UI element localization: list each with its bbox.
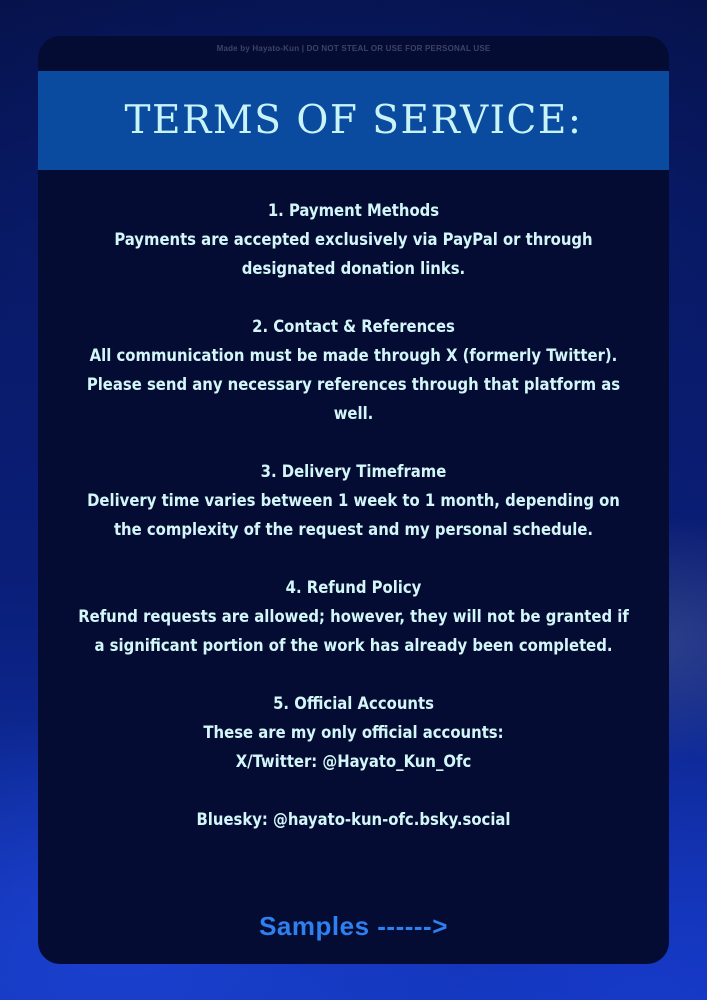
bluesky-handle: Bluesky: @hayato-kun-ofc.bsky.social (196, 810, 511, 829)
section-delivery-timeframe (78, 457, 629, 544)
twitter-handle: X/Twitter: @Hayato_Kun_Ofc (235, 752, 472, 771)
section-body: Refund requests are allowed; however, they will not be granted if a significant portion of the work has already been completed. (78, 607, 629, 655)
terms-content (78, 196, 629, 834)
section-body: These are my only official accounts: (203, 723, 504, 742)
section-heading: 3. Delivery Timeframe (260, 462, 447, 481)
section-heading: 1. Payment Methods (267, 201, 440, 220)
section-official-accounts (78, 689, 629, 834)
section-body: All communication must be made through X (formerly Twitter). Please send any necessary references through that platform as well. (86, 346, 621, 423)
tos-card (38, 36, 669, 964)
section-heading: 4. Refund Policy (285, 578, 422, 597)
section-body: Delivery time varies between 1 week to 1 month, depending on the complexity of the request and my personal schedule. (87, 491, 620, 539)
section-payment-methods (78, 196, 629, 283)
title-banner (38, 71, 669, 170)
section-heading: 5. Official Accounts (273, 694, 434, 713)
section-heading: 2. Contact & References (252, 317, 455, 336)
section-contact-references (78, 312, 629, 428)
section-refund-policy (78, 573, 629, 660)
section-body: Payments are accepted exclusively via PayPal or through designated donation links. (114, 230, 593, 278)
page-title: TERMS OF SERVICE: (124, 98, 583, 143)
watermark: Made by Hayato-Kun | DO NOT STEAL OR USE FOR PERSONAL USE (216, 44, 491, 53)
samples-link[interactable]: Samples ------> (259, 911, 448, 941)
